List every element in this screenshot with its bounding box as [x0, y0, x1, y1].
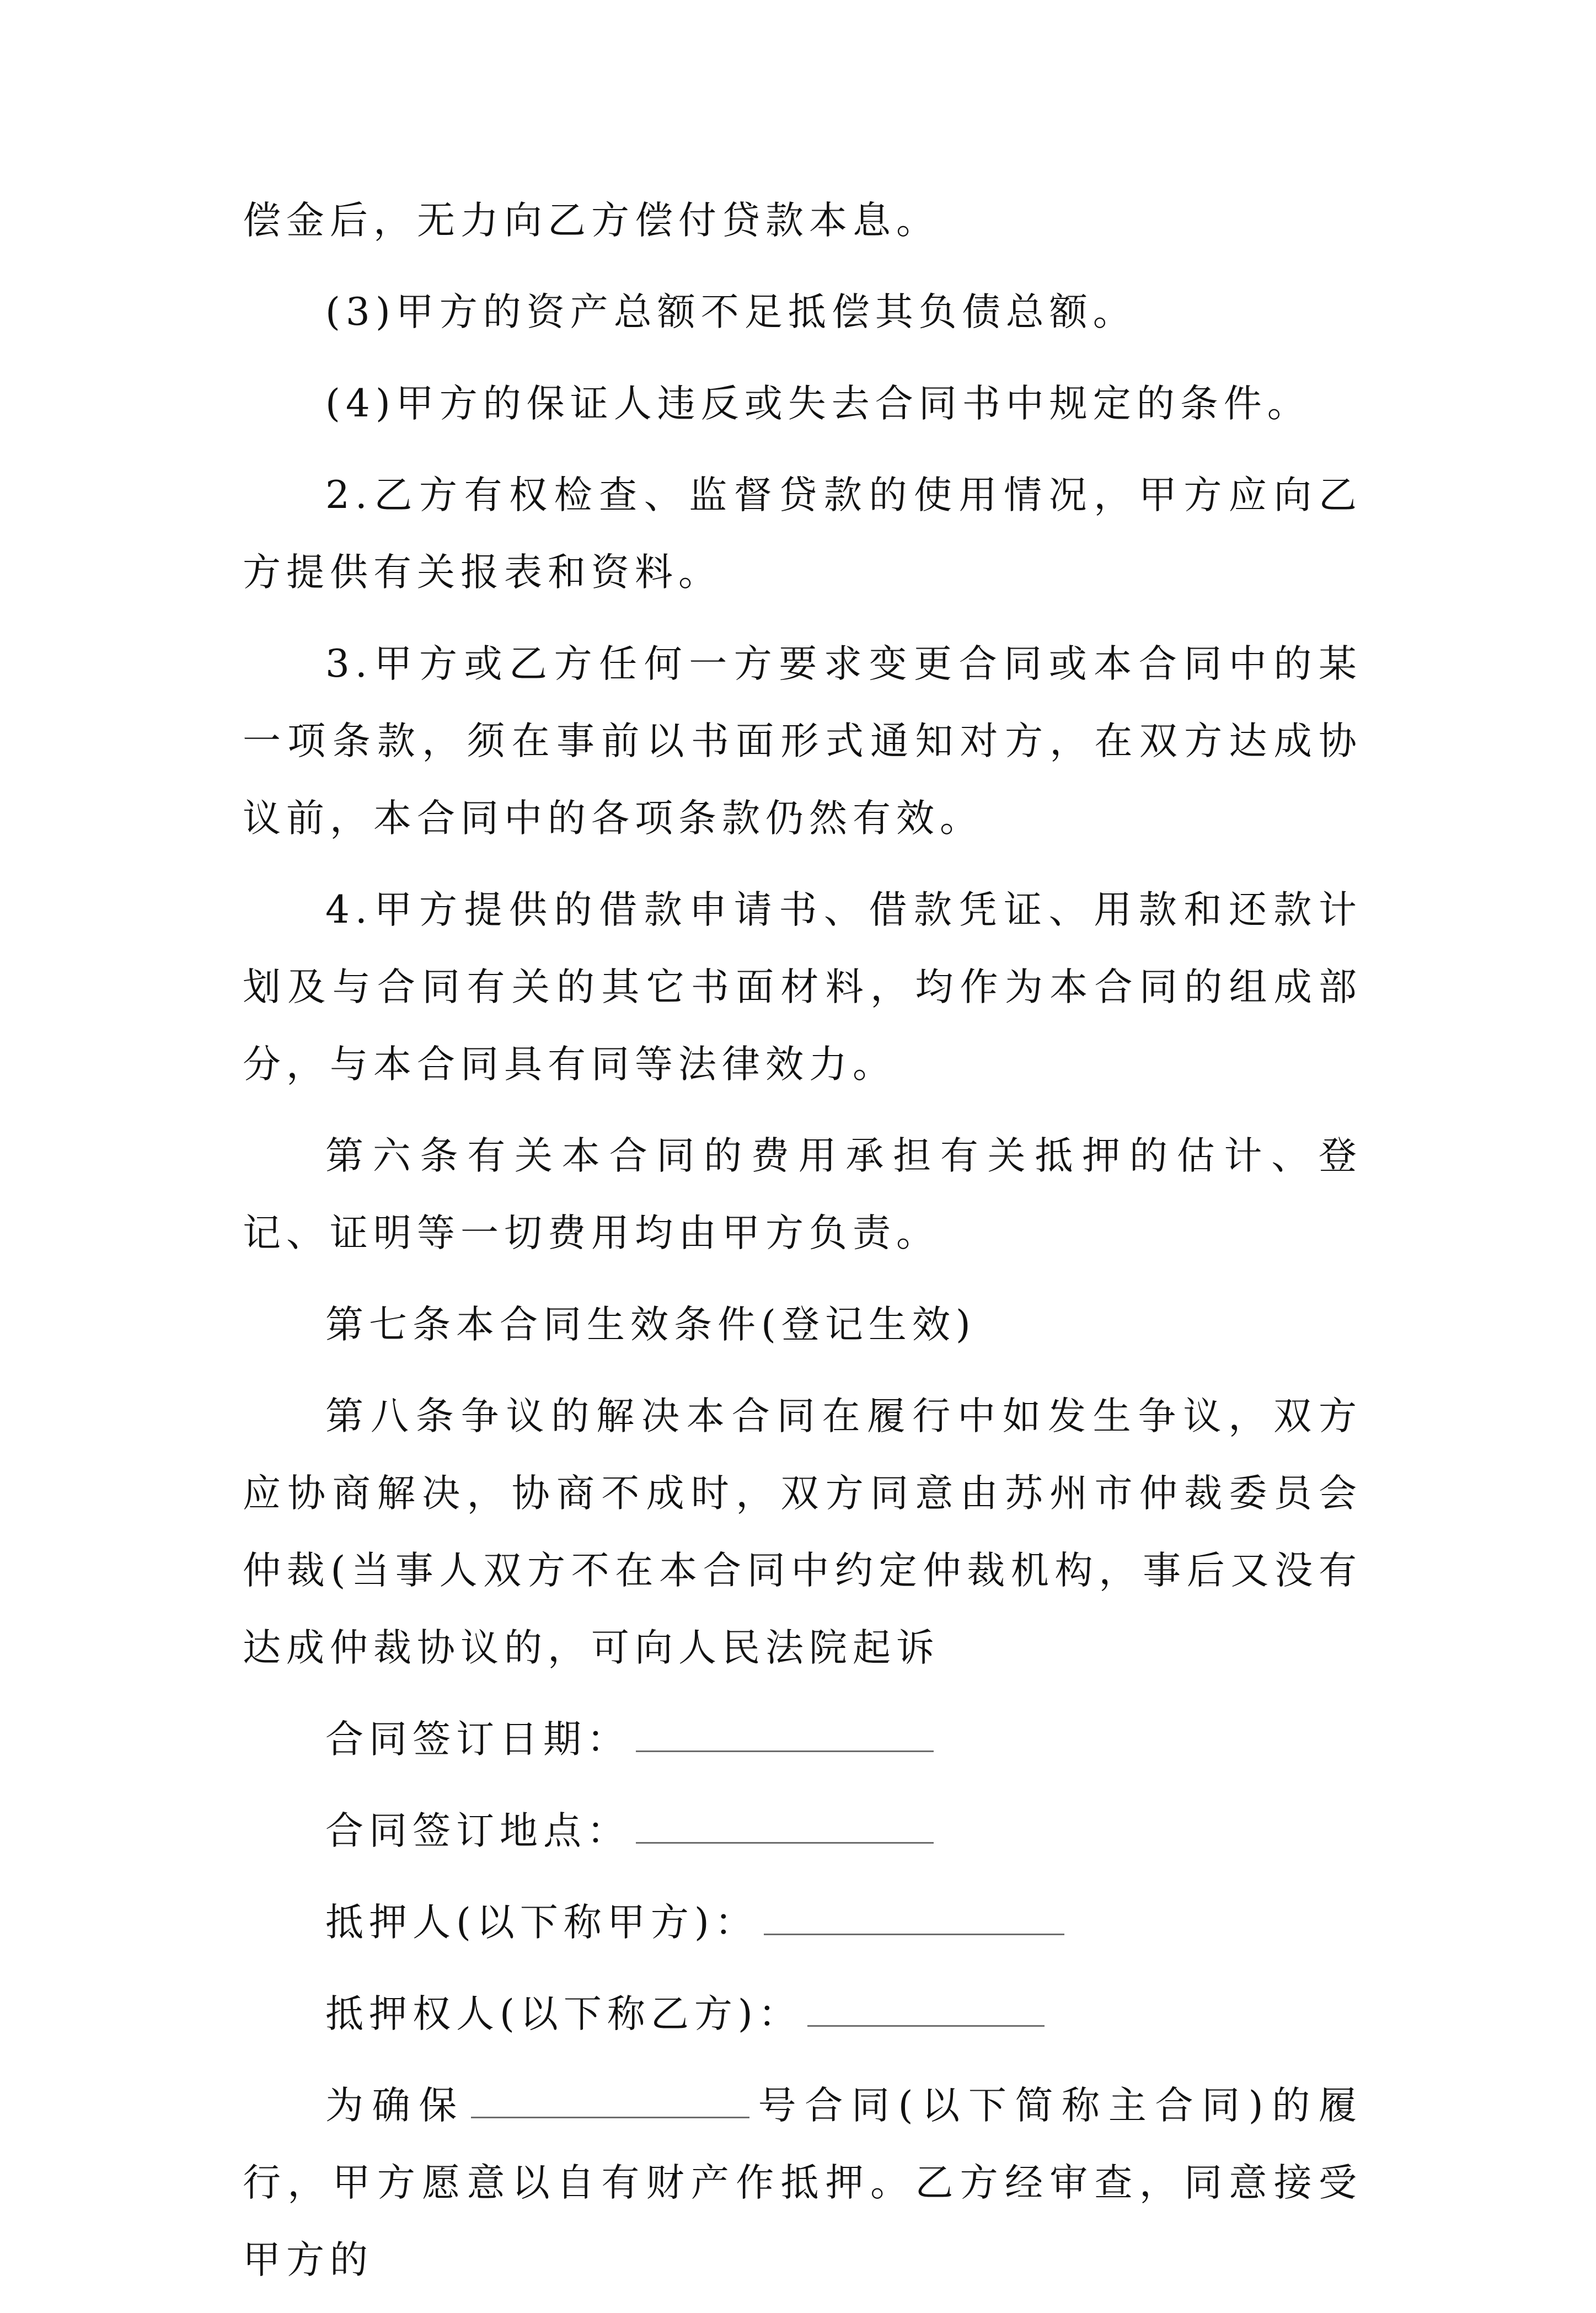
mortgagor-label: 抵押人(以下称甲方)： — [325, 1900, 758, 1945]
final-paragraph — [243, 2067, 1362, 2299]
sign-place-label: 合同签订地点： — [325, 1809, 630, 1853]
mortgagee-label: 抵押权人(以下称乙方)： — [325, 1992, 802, 2036]
sign-date-line — [243, 1701, 1362, 1778]
mortgagee-blank — [807, 1989, 1045, 2027]
final-paragraph-suffix: 号合同(以下简称主合同)的履行，甲方愿意以自有财产作抵押。乙方经审查，同意接受甲方的 — [243, 2084, 1362, 2282]
paragraph-4: 2.乙方有权检查、监督贷款的使用情况，甲方应向乙方提供有关报表和资料。 — [243, 473, 1362, 595]
paragraph-3: (4)甲方的保证人违反或失去合同书中规定的条件。 — [325, 382, 1311, 426]
mortgagor-line — [243, 1884, 1362, 1961]
contract-number-blank — [471, 2080, 749, 2118]
mortgagor-blank — [764, 1897, 1064, 1935]
sign-date-blank — [636, 1714, 934, 1752]
sign-place-line — [243, 1792, 1362, 1870]
paragraph-5: 3.甲方或乙方任何一方要求变更合同或本合同中的某一项条款，须在事前以书面形式通知对方，在双方达成协议前，本合同中的各项条款仍然有效。 — [243, 642, 1362, 840]
paragraph-1: 偿金后，无力向乙方偿付贷款本息。 — [243, 199, 940, 243]
final-paragraph-prefix: 为确保 — [325, 2084, 465, 2128]
mortgagee-line — [243, 1975, 1362, 2053]
paragraph-2: (3)甲方的资产总额不足抵偿其负债总额。 — [325, 290, 1137, 334]
document-body — [243, 182, 1362, 2313]
sign-date-label: 合同签订日期： — [325, 1717, 630, 1761]
paragraph-9: 第八条争议的解决本合同在履行中如发生争议，双方应协商解决，协商不成时，双方同意由苏州市仲裁委员会仲裁(当事人双方不在本合同中约定仲裁机构，事后又没有达成仲裁协议的，可向人民法院起诉 — [243, 1394, 1362, 1670]
paragraph-6: 4.甲方提供的借款申请书、借款凭证、用款和还款计划及与合同有关的其它书面材料，均作为本合同的组成部分，与本合同具有同等法律效力。 — [243, 888, 1362, 1086]
paragraph-7: 第六条有关本合同的费用承担有关抵押的估计、登记、证明等一切费用均由甲方负责。 — [243, 1134, 1362, 1255]
sign-place-blank — [636, 1806, 934, 1844]
paragraph-8: 第七条本合同生效条件(登记生效) — [325, 1303, 976, 1347]
